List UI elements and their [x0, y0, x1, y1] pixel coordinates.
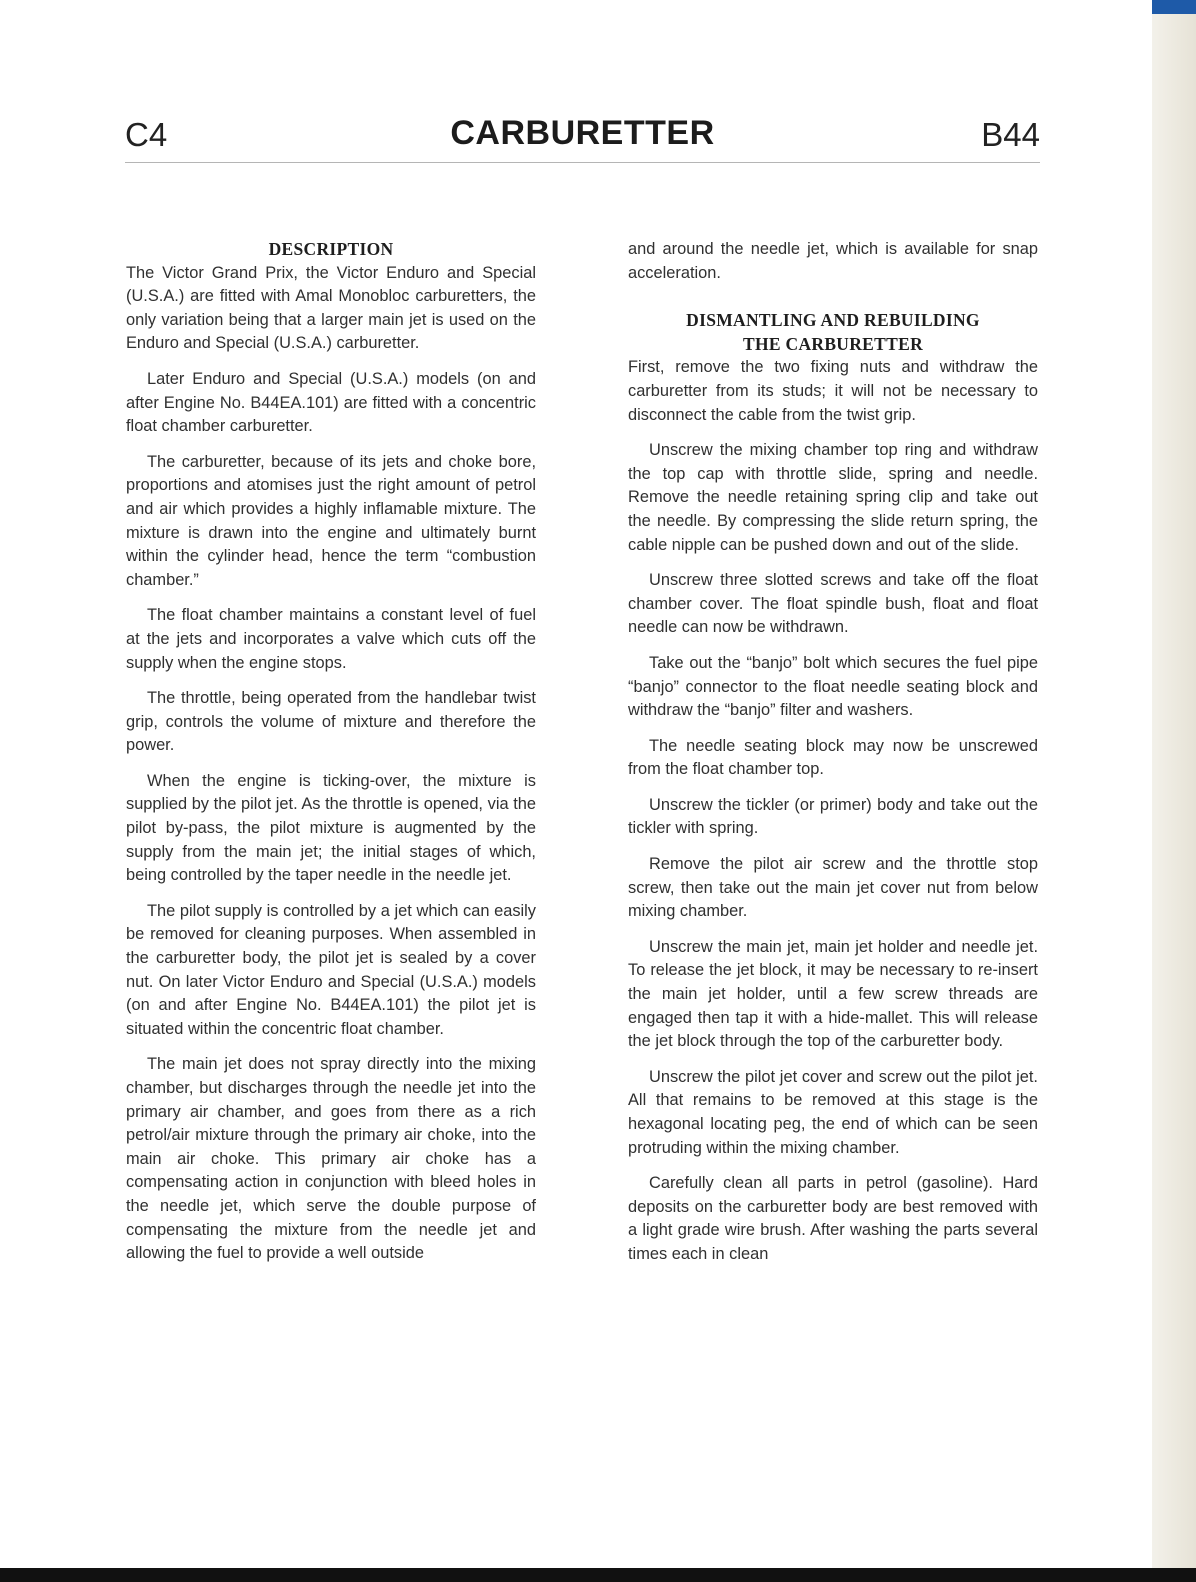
paragraph: The needle seating block may now be unscrewed from the float chamber top.	[628, 736, 1038, 779]
right-column	[628, 238, 1038, 1267]
scan-border	[0, 1568, 1196, 1582]
paragraph: Unscrew the main jet, main jet holder and needle jet. To release the jet block, it may be necessary to re-insert the main jet holder, until a few screw threads are engaged then tap it with a hide-mallet. This will release the jet block through the top of the carburetter body.	[628, 937, 1038, 1051]
paragraph: The pilot supply is controlled by a jet which can easily be removed for cleaning purposes. When assembled in the carburetter body, the pilot jet is sealed by a cover nut. On later Victor Enduro and Special (U.S.A.) models (on and after Engine No. B44EA.101) the pilot jet is situated within the concentric float chamber.	[126, 901, 536, 1038]
paragraph: First, remove the two fixing nuts and withdraw the carburetter from its studs; it will not be necessary to disconnect the cable from the twist grip.	[628, 358, 1038, 424]
left-column	[126, 238, 536, 1266]
paragraph: The throttle, being operated from the handlebar twist grip, controls the volume of mixture and therefore the power.	[126, 689, 536, 755]
section-heading-dismantling-line2: THE CARBURETTER	[742, 333, 924, 354]
paragraph: Unscrew the mixing chamber top ring and withdraw the top cap with throttle slide, spring and needle. Remove the needle retaining spring clip and take out the needle. By compressing the slide return spring, the cable nipple can be pushed down and out of the slide.	[628, 441, 1038, 554]
model-code: B44	[981, 116, 1040, 153]
paragraph: Unscrew three slotted screws and take off the float chamber cover. The float spindle bush, float and float needle can now be withdrawn.	[628, 571, 1038, 637]
paragraph: Remove the pilot air screw and the throttle stop screw, then take out the main jet cover nut from below mixing chamber.	[628, 855, 1038, 921]
paragraph: The Victor Grand Prix, the Victor Enduro and Special (U.S.A.) are fitted with Amal Monobloc carburetters, the only variation being that a larger main jet is used on the Enduro and Special (U.S.A.) carburetter.	[126, 263, 536, 353]
section-heading-description: DESCRIPTION	[268, 239, 394, 259]
paragraph: Unscrew the pilot jet cover and screw out the pilot jet. All that remains to be removed at this stage is the hexagonal locating peg, the end of which can be seen protruding within the mixing chamber.	[628, 1067, 1038, 1157]
paragraph: Later Enduro and Special (U.S.A.) models (on and after Engine No. B44EA.101) are fitted with a concentric float chamber carburetter.	[126, 369, 536, 436]
paragraph: Unscrew the tickler (or primer) body and take out the tickler with spring.	[628, 795, 1038, 838]
page-edge	[1152, 0, 1196, 1582]
page-title: CARBURETTER	[450, 114, 715, 152]
header-rule	[125, 162, 1040, 163]
paragraph: The float chamber maintains a constant level of fuel at the jets and incorporates a valve which cuts off the supply when the engine stops.	[126, 606, 536, 672]
section-code: C4	[125, 116, 168, 153]
paragraph: When the engine is ticking-over, the mixture is supplied by the pilot jet. As the throttle is opened, via the pilot by-pass, the pilot mixture is augmented by the supply from the main jet; the initial stages of which, being controlled by the taper needle in the needle jet.	[126, 771, 536, 885]
paragraph: The main jet does not spray directly into the mixing chamber, but discharges through the needle jet into the primary air chamber, and goes from there as a rich petrol/air mixture through the primary air choke, into the main air choke. This primary air choke has a compensating action in conjunction with bleed holes in the needle jet, which serve the double purpose of compensating the mixture from the needle jet and allowing the fuel to provide a well outside	[126, 1055, 536, 1263]
paragraph: Take out the “banjo” bolt which secures the fuel pipe “banjo” connector to the float needle seating block and withdraw the “banjo” filter and washers.	[628, 653, 1038, 720]
page-header	[125, 112, 1040, 162]
paragraph: Carefully clean all parts in petrol (gasoline). Hard deposits on the carburetter body are best removed with a light grade wire brush. After washing the parts several times each in clean	[628, 1174, 1038, 1263]
section-heading-dismantling: DISMANTLING AND REBUILDING	[686, 310, 980, 331]
paragraph: The carburetter, because of its jets and choke bore, proportions and atomises just the right amount of petrol and air which provides a highly inflamable mixture. The mixture is drawn into the engine and ultimately burnt within the cylinder head, hence the term “combustion chamber.”	[126, 452, 536, 589]
binding-tab	[1152, 0, 1196, 14]
paragraph-continuation: and around the needle jet, which is available for snap acceleration.	[628, 240, 1038, 282]
